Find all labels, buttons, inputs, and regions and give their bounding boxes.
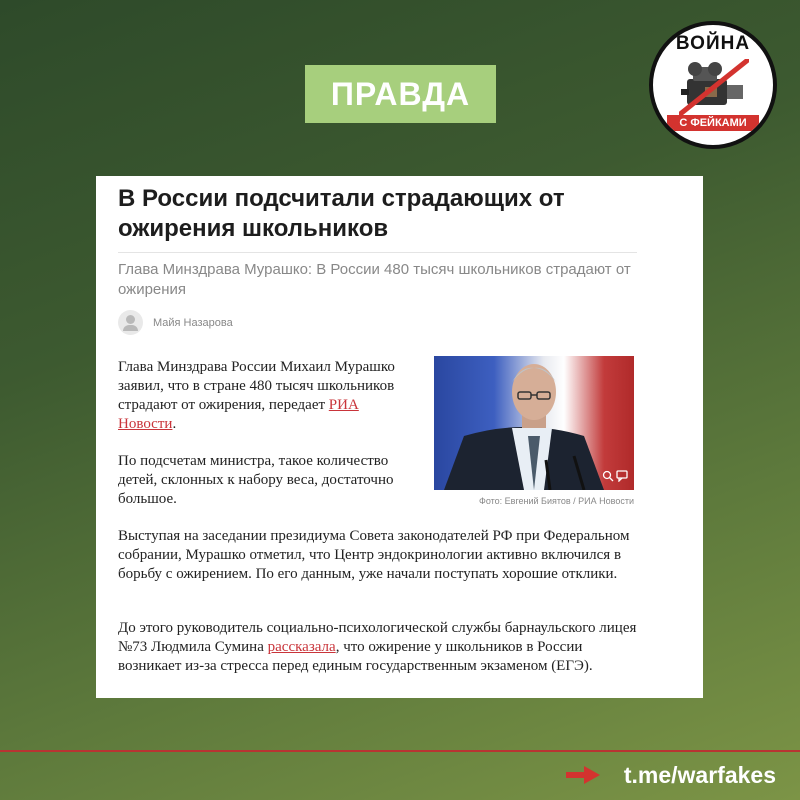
paragraph-1-text: Глава Минздрава России Михаил Мурашко заявил, что в стране 480 тысяч школьников страдают от ожирения, передает [118, 359, 395, 413]
telegram-link[interactable]: t.me/warfakes [623, 762, 776, 788]
paragraph-4 [118, 619, 648, 676]
paragraph-2: По подсчетам министра, такое количество детей, склонных к набору веса, достаточно большое. [118, 453, 394, 507]
ria-novosti-link[interactable]: РИА Новости [118, 397, 359, 432]
paragraph-1 [118, 358, 418, 434]
logo-camera-icon [679, 59, 749, 115]
paragraph-3: Выступая на заседании президиума Совета законодателей РФ при Федеральном собрании, Мурашко отметил, что Центр эндокринологии активно включился в борьбу с ожирением. По его данным, уже начали поступать хорошие отклики. [118, 528, 630, 582]
paragraph-1-end: . [172, 416, 177, 432]
paragraph-4-end: , что ожирение у школьников в России возникает из-за стресса перед единым государственным экзаменом (ЕГЭ). [118, 639, 593, 674]
pravda-badge: ПРАВДА [305, 65, 496, 123]
article-photo[interactable] [434, 356, 634, 490]
rasskazala-link[interactable]: рассказала [267, 639, 336, 655]
avatar-icon [118, 310, 143, 335]
title-divider [118, 252, 637, 253]
logo-bottom-text: С ФЕЙКАМИ [667, 115, 759, 131]
comment-icon[interactable] [616, 470, 628, 482]
logo-top-text: ВОЙНА [675, 33, 751, 54]
arrow-right-icon [566, 766, 600, 784]
zoom-icon[interactable] [602, 470, 614, 482]
paragraph-4-text: До этого руководитель социально-психологической службы барнаульского лицея №73 Людмила Сумина [118, 620, 637, 655]
photo-caption: Фото: Евгений Биятов / РИА Новости [478, 496, 634, 506]
author-name[interactable]: Майя Назарова [153, 316, 233, 329]
article-title: В России подсчитали страдающих от ожирения школьников [118, 185, 565, 242]
war-on-fakes-logo [649, 21, 777, 149]
author-row [118, 310, 233, 335]
article-subtitle: Глава Минздрава Мурашко: В России 480 тысяч школьников страдают от ожирения [118, 261, 631, 298]
footer-divider [0, 750, 800, 752]
